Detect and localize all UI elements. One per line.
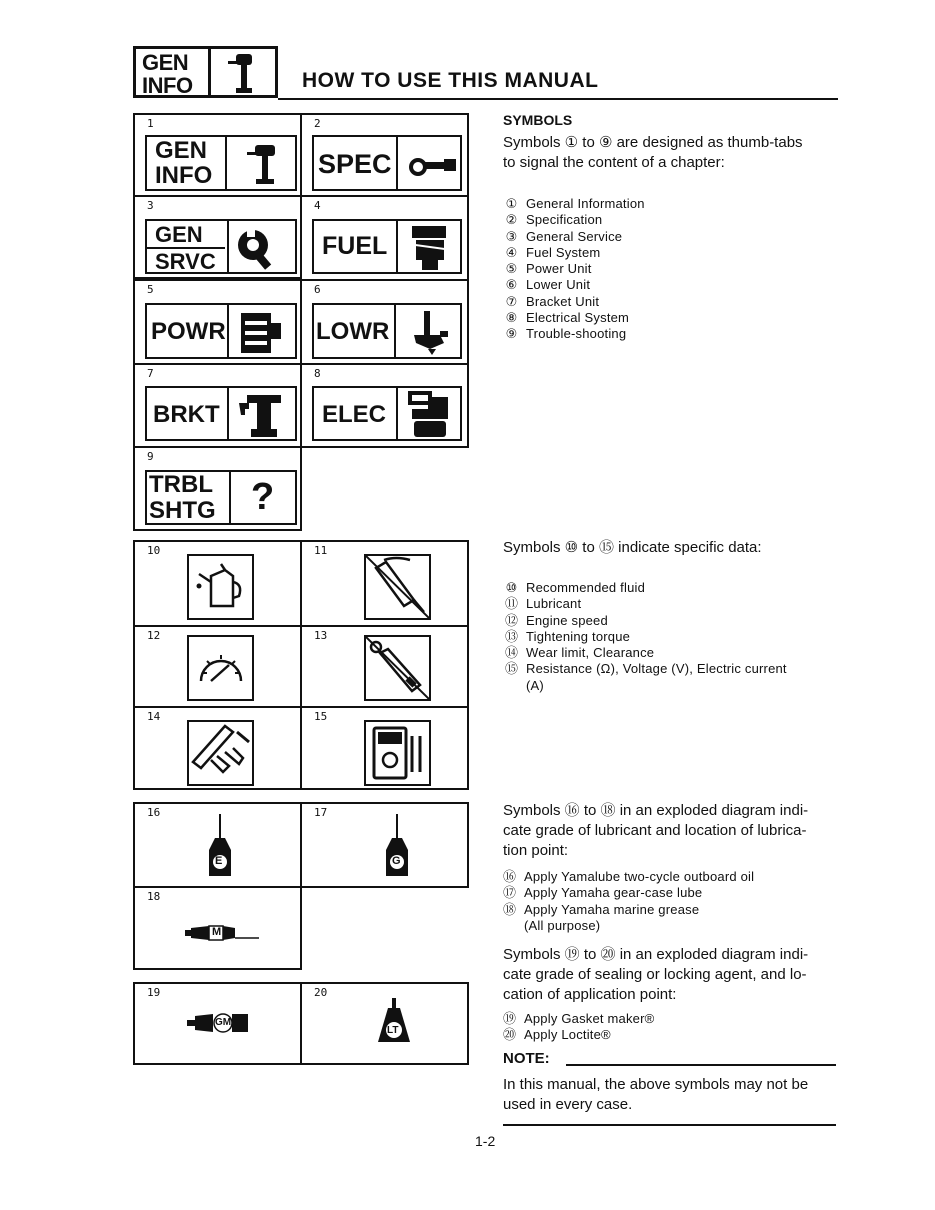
cell-number: 12 — [147, 629, 161, 642]
tab-elec — [312, 386, 462, 441]
symbol-cell-14 — [133, 706, 302, 790]
list-item: ③ General Service — [505, 228, 623, 244]
tab-cell-2 — [300, 113, 469, 197]
tab-gen-info — [145, 135, 297, 191]
cell-number: 16 — [147, 806, 161, 819]
symbol-cell-10 — [133, 540, 302, 627]
list-item: ⑬ Tightening torque — [505, 628, 631, 644]
list-item: ⑮ Resistance (Ω), Voltage (V), Electric current — [505, 661, 787, 677]
note-end-rule — [503, 1124, 836, 1126]
header-rule — [278, 98, 838, 100]
carburetor-icon — [408, 224, 452, 272]
tab-cell-4 — [300, 195, 469, 281]
grease-gun-icon — [366, 556, 429, 618]
symbol-cell-13 — [300, 625, 469, 708]
list-item: ⑪ Lubricant — [505, 596, 582, 612]
tab-trbl-shtg — [145, 470, 297, 525]
badge-line-1: GEN — [142, 50, 189, 75]
note-text — [503, 1075, 808, 1115]
cell-number: 1 — [147, 117, 154, 130]
intro-line: cate grade of sealing or locking agent, and lo- — [503, 966, 807, 983]
lower-unit-icon — [408, 309, 452, 357]
list-item: ⑥ Lower Unit — [505, 277, 591, 293]
page-title: HOW TO USE THIS MANUAL — [302, 69, 599, 92]
section2-intro: Symbols ⑩ to ⑮ indicate specific data: — [503, 539, 762, 556]
tab-label-line: INFO — [155, 162, 213, 189]
cell-number: 10 — [147, 544, 161, 557]
wrench-tool-icon — [406, 151, 460, 179]
torque-wrench-icon — [366, 637, 429, 699]
cell-number: 2 — [314, 117, 321, 130]
list-item: ⑲ Apply Gasket maker® — [503, 1011, 655, 1026]
caliper-icon — [189, 722, 252, 784]
cell-number: 11 — [314, 544, 328, 557]
bottle-letter: LT — [387, 1025, 399, 1036]
symbol-cell-18 — [133, 886, 302, 970]
tab-label-line: SHTG — [149, 497, 216, 524]
cell-number: 7 — [147, 367, 154, 380]
list-item: ⑫ Engine speed — [505, 612, 608, 628]
badge-line-2: INFO — [142, 73, 193, 98]
outboard-motor-icon — [222, 52, 266, 96]
grease-tube-m-icon — [185, 922, 261, 944]
tab-cell-8 — [300, 363, 469, 448]
tab-fuel — [312, 219, 462, 274]
tab-label-line: POWR — [151, 318, 226, 345]
intro-line: cate grade of lubricant and location of lubrica- — [503, 822, 807, 839]
tab-label-line: BRKT — [153, 401, 220, 428]
badge-divider — [208, 49, 211, 95]
bottle-letter: E — [215, 855, 223, 867]
outboard-motor-icon — [243, 143, 287, 187]
cell-number: 13 — [314, 629, 328, 642]
cell-number: 3 — [147, 199, 154, 212]
list-item: ⑭ Wear limit, Clearance — [505, 645, 655, 661]
list-item: ⑱ Apply Yamaha marine grease — [503, 901, 700, 917]
tab-label-line: GEN — [155, 222, 203, 247]
cell-number: 15 — [314, 710, 328, 723]
note-label: NOTE: — [503, 1050, 550, 1067]
oil-bottle-e-icon — [205, 814, 235, 878]
tachometer-icon — [189, 637, 252, 699]
lubricant-list — [503, 869, 754, 934]
symbol-cell-16 — [133, 802, 302, 888]
tube-letter: M — [212, 926, 222, 938]
intro-line: Symbols ⑯ to ⑱ in an exploded diagram indi- — [503, 802, 809, 819]
multimeter-icon — [366, 722, 429, 784]
symbols-heading: SYMBOLS — [503, 112, 573, 128]
list-item-continuation: (All purpose) — [524, 917, 601, 933]
bottle-letter: G — [392, 855, 401, 867]
list-item: ⑤ Power Unit — [505, 261, 592, 277]
tab-lowr — [312, 303, 462, 359]
list-item: ⑳ Apply Loctite® — [503, 1027, 611, 1043]
tab-cell-1 — [133, 113, 302, 197]
intro-line: cation of application point: — [503, 986, 677, 1003]
tab-label-line: FUEL — [322, 232, 388, 260]
list-item: ⑯ Apply Yamalube two-cycle outboard oil — [503, 869, 755, 884]
sealant-list — [503, 1011, 654, 1044]
cell-number: 17 — [314, 806, 328, 819]
intro-line: Symbols ① to ⑨ are designed as thumb-tabs — [503, 134, 803, 151]
list-item: ⑨ Trouble-shooting — [505, 326, 627, 342]
question-mark-icon: ? — [251, 476, 275, 518]
oil-bottle-g-icon — [382, 814, 412, 878]
list-item: ⑩ Recommended fluid — [505, 580, 646, 595]
cell-number: 9 — [147, 450, 154, 463]
cell-number: 5 — [147, 283, 154, 296]
tab-cell-9 — [133, 446, 302, 531]
list-item: ⑰ Apply Yamaha gear-case lube — [503, 885, 703, 901]
cell-number: 18 — [147, 890, 161, 903]
list-item: ① General Information — [505, 196, 645, 211]
list-item-continuation: (A) — [526, 677, 544, 693]
tab-label-line: ELEC — [322, 401, 387, 428]
symbol-cell-15 — [300, 706, 469, 790]
tube-letter: GM — [215, 1017, 232, 1028]
tab-label-line: SPEC — [318, 149, 392, 179]
chapter-badge — [133, 46, 278, 98]
symbol-cell-12 — [133, 625, 302, 708]
tab-powr — [145, 303, 297, 359]
intro-line: tion point: — [503, 842, 569, 859]
tab-label-line: GEN — [155, 137, 208, 164]
list-item: ⑦ Bracket Unit — [505, 293, 600, 309]
data-list — [505, 580, 787, 694]
note-rule — [566, 1064, 836, 1066]
tab-gen-srvc — [145, 219, 297, 274]
spanner-icon — [233, 225, 279, 271]
cell-number: 20 — [314, 986, 328, 999]
intro-line: Symbols ⑲ to ⑳ in an exploded diagram indi- — [503, 946, 809, 963]
section3-intro — [503, 801, 808, 861]
tab-cell-5 — [133, 279, 302, 365]
tab-brkt — [145, 386, 297, 441]
cell-number: 8 — [314, 367, 321, 380]
cell-number: 14 — [147, 710, 161, 723]
tab-cell-3 — [133, 195, 302, 279]
cell-number: 6 — [314, 283, 321, 296]
symbol-cell-19 — [133, 982, 302, 1065]
note-line: used in every case. — [503, 1096, 633, 1113]
list-item: ② Specification — [505, 212, 603, 228]
battery-icon — [406, 391, 454, 439]
list-item: ⑧ Electrical System — [505, 310, 630, 326]
symbol-cell-11 — [300, 540, 469, 627]
symbol-cell-20 — [300, 982, 469, 1065]
tab-label-line: TRBL — [149, 471, 213, 498]
list-item: ④ Fuel System — [505, 244, 601, 260]
tab-spec — [312, 135, 462, 191]
tab-cell-6 — [300, 279, 469, 365]
engine-block-icon — [235, 311, 283, 355]
tab-label-line: SRVC — [147, 247, 225, 274]
symbol-cell-17 — [300, 802, 469, 888]
tab-cell-7 — [133, 363, 302, 448]
cell-number: 4 — [314, 199, 321, 212]
chapter-badge-label — [142, 51, 193, 97]
oil-can-icon — [189, 556, 252, 618]
loctite-bottle-icon — [376, 998, 412, 1044]
note-line: In this manual, the above symbols may not be — [503, 1076, 809, 1093]
chapter-list — [505, 196, 645, 343]
bracket-icon — [235, 393, 285, 439]
cell-number: 19 — [147, 986, 161, 999]
intro-line: to signal the content of a chapter: — [503, 154, 725, 171]
page-number: 1-2 — [475, 1133, 496, 1149]
section4-intro — [503, 945, 808, 1005]
tab-label-line: LOWR — [316, 318, 390, 345]
section1-intro — [503, 133, 803, 173]
